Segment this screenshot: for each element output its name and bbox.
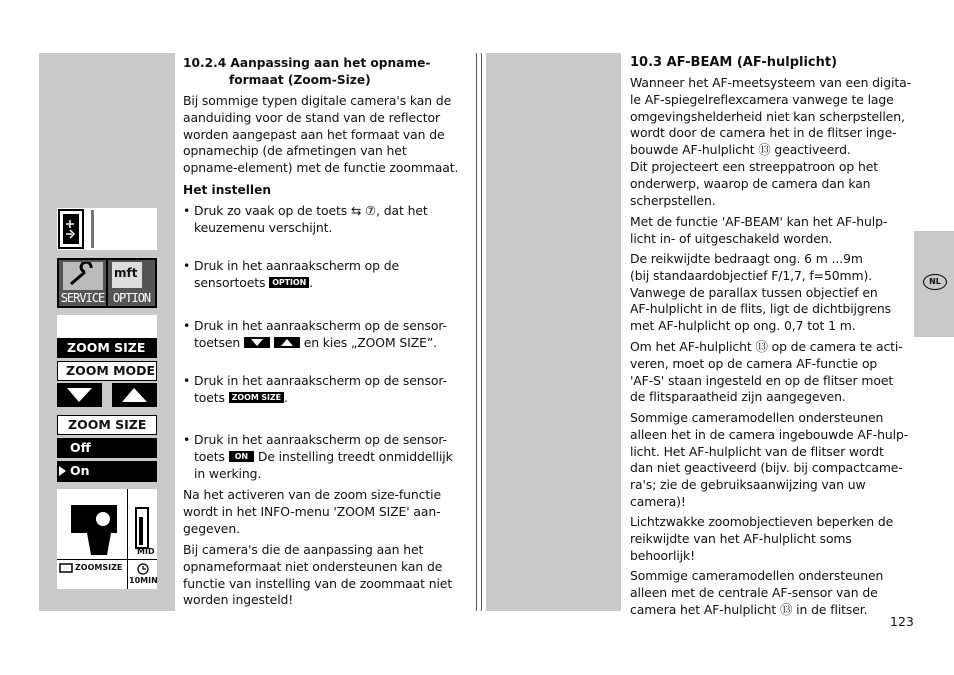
service-option-screen [57, 258, 157, 308]
flash-key-screen [57, 208, 157, 250]
timer-icon [137, 563, 149, 575]
sub-heading-instellen: Het instellen [183, 183, 272, 197]
info-10min-label: 10MIN [129, 576, 158, 585]
zoom-size-chip: ZOOM SIZE [229, 392, 284, 403]
info-mid-label: MID [137, 547, 155, 556]
battery-fill [139, 517, 143, 545]
af-para-3: De reikwijdte bedraagt ong. 6 m ...9m (bij standaardobjectief F/1,7, f=50mm). Vanwege de parallax tussen objectief en AF-hulplicht in de flits, ligt de dichtbijgrens met AF-hulplicht op ong. 0,7 tot 1 m. [630, 251, 892, 334]
column-divider-right [481, 53, 482, 611]
step-3: • Druk in het aanraakscherm op de sensor- toetsen en kies „ZOOM SIZE”. [183, 318, 447, 350]
option-label: OPTION [112, 291, 151, 305]
menu-arrow-buttons [57, 383, 157, 407]
info-screen [57, 489, 157, 589]
zoom-size-off-option: Off [57, 438, 157, 458]
mft-logo-box [112, 262, 142, 288]
mft-label: mft [114, 266, 138, 280]
flash-key-symbol: ⇆ ⑦ [350, 203, 377, 218]
zoom-size-on-option: On [57, 461, 157, 482]
after-paragraph: Na het activeren van de zoom size-functie wordt in het INFO-menu 'ZOOM SIZE' aan- gegeven. [183, 487, 441, 536]
flash-key-icon [57, 208, 157, 250]
arrow-down-icon [57, 383, 102, 407]
page-number: 123 [890, 614, 914, 629]
wrench-icon [63, 262, 103, 290]
option-chip: OPTION [269, 277, 309, 288]
option-button [108, 260, 155, 306]
section-heading-10-2-4: 10.2.4 Aanpassing aan het opname- formaat (Zoom-Size) [183, 56, 431, 87]
section-heading-10-3: 10.3 AF-BEAM (AF-hulplicht) [630, 55, 838, 70]
service-label: SERVICE [60, 291, 105, 305]
info-bottom-line [57, 559, 157, 560]
step-1: • Druk zo vaak op de toets ⇆ ⑦, dat het keuzemenu verschijnt. [183, 203, 428, 235]
up-arrow-button [112, 383, 157, 407]
zoom-size-title: ZOOM SIZE [57, 415, 157, 435]
up-arrow-chip [274, 337, 300, 348]
note-paragraph: Bij camera's die de aanpassing aan het opnameformaat niet ondersteunen kan de functie van instelling van de zoommaat niet worden ingesteld! [183, 542, 453, 608]
af-para-7: Sommige cameramodellen ondersteunen alleen met de centrale AF-sensor van de camera het AF-hulplicht ⑬ in de flitser. [630, 568, 884, 617]
af-para-2: Met de functie 'AF-BEAM' kan het AF-hulp- licht in- of uitgeschakeld worden. [630, 214, 888, 246]
screen-icon [59, 563, 73, 573]
step-4: • Druk in het aanraakscherm op de sensor- toets ZOOM SIZE . [183, 373, 447, 405]
intro-paragraph: Bij sommige typen digitale camera's kan de aanduiding voor de stand van de reflector worden aangepast aan het formaat van de opnamechip (de afmetingen van het opname-element) met de functie zoommaat. [183, 93, 459, 176]
arrow-up-icon [112, 383, 157, 407]
zoom-size-menu-item: ZOOM SIZE [57, 338, 157, 358]
on-chip: ON [229, 451, 254, 462]
info-zoomsize-label: ZOOMSIZE [75, 563, 123, 572]
down-arrow-button [57, 383, 102, 407]
info-divider [127, 489, 128, 589]
af-para-5: Sommige cameramodellen ondersteunen alleen het in de camera ingebouwde AF-hulp- licht. Het AF-hulplicht van de flitser wordt dan niet geactiveerd (bijv. bij compactcame- ra's; zie de gebruiksaanwijzing van uw camera)! [630, 410, 909, 509]
af-para-1: Wanneer het AF-meetsysteem van een digita- le AF-spiegelreflexcamera vanwege te lage omgevingshelderheid niet kan scherpstellen, wordt door de camera het in de flitser inge- bouwde AF-hulplicht ⑬ geactiveerd. Dit projecteert een streeppatroon op het onderwerp, waarop de camera dan kan scherpstellen. [630, 75, 912, 208]
column-divider-left [476, 53, 477, 611]
right-margin-panel [486, 53, 621, 611]
af-para-4: Om het AF-hulplicht ⑬ op de camera te acti- veren, moet op de camera AF-functie op 'AF-S' staan ingesteld en op de flitser moet de flitsparaatheid zijn aangegeven. [630, 339, 903, 405]
af-para-6: Lichtzwakke zoomobjectieven beperken de reikwijdte van het AF-hulplicht soms behoorlijk! [630, 514, 894, 563]
step-2: • Druk in het aanraakscherm op de sensortoets OPTION . [183, 258, 400, 290]
blank-screen [57, 315, 157, 339]
zoom-mode-menu-item: ZOOM MODE [57, 361, 157, 381]
down-arrow-chip [244, 337, 270, 348]
language-tab [914, 231, 954, 337]
flash-head-icon [65, 495, 125, 555]
service-button [59, 260, 106, 306]
step-5: • Druk in het aanraakscherm op de sensor- toets ON De instelling treedt onmiddellijk in werking. [183, 432, 453, 481]
selected-arrow-icon [59, 466, 67, 477]
language-badge: NL [923, 274, 947, 290]
